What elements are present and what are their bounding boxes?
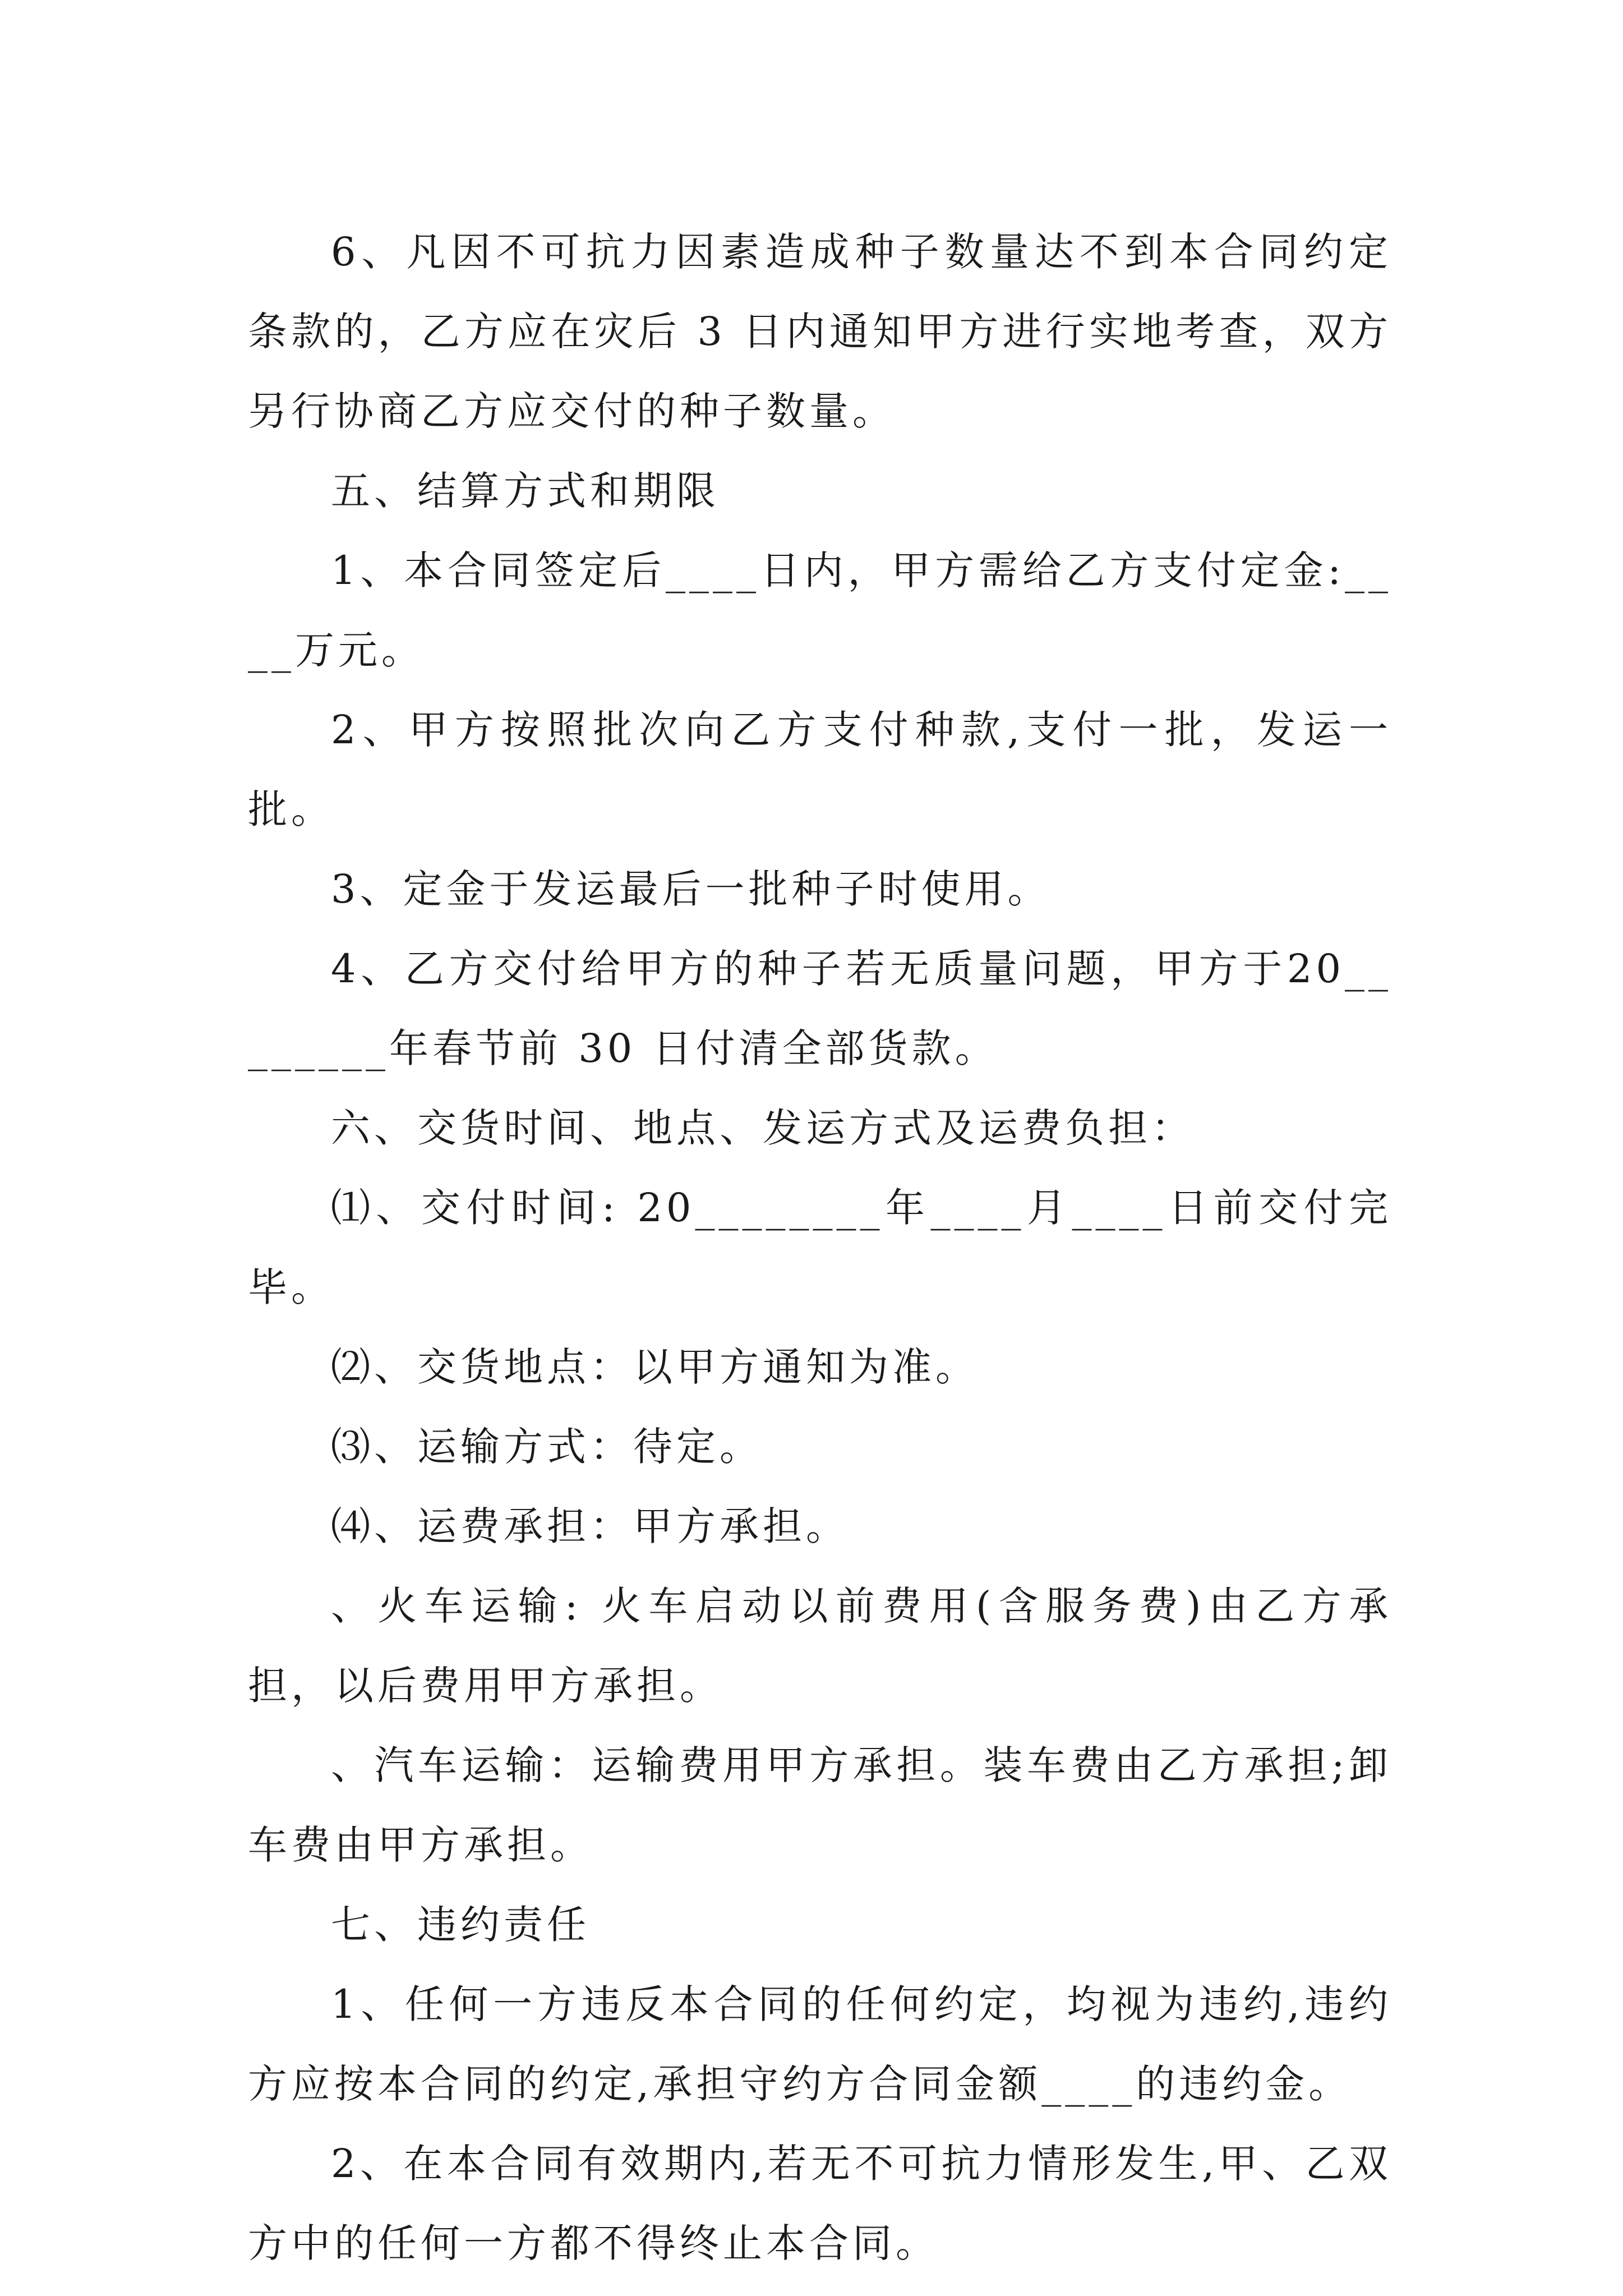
paragraph-deposit-usage: 3、定金于发运最后一批种子时使用。 [331,866,1051,912]
section-heading-liability: 七、违约责任 [331,1902,590,1948]
section-heading-settlement: 五、结算方式和期限 [331,468,720,514]
paragraph-truck-transport: 、汽车运输：运输费用甲方承担。装车费由乙方承担;卸车费由甲方承担。 [248,1742,1392,1868]
paragraph-force-majeure-clause: 6、凡因不可抗力因素造成种子数量达不到本合同约定条款的，乙方应在灾后 3 日内通知甲方进行实地考查，双方另行协商乙方应交付的种子数量。 [248,229,1392,434]
paragraph-final-payment: 4、乙方交付给甲方的种子若无质量问题，甲方于20________年春节前 30 日付清全部货款。 [248,946,1392,1071]
paragraph-deposit-clause: 1、本合同签定后____日内，甲方需给乙方支付定金:____万元。 [248,547,1392,673]
section-heading-delivery: 六、交货时间、地点、发运方式及运费负担： [331,1105,1195,1151]
paragraph-freight-cost: ⑷、运费承担：甲方承担。 [331,1503,849,1549]
paragraph-delivery-location: ⑵、交货地点：以甲方通知为准。 [331,1344,979,1390]
document-body [248,212,1392,2283]
paragraph-breach-penalty: 1、任何一方违反本合同的任何约定，均视为违约,违约方应按本合同的约定,承担守约方合同金额____的违约金。 [248,1981,1392,2107]
paragraph-delivery-time: ⑴、交付时间: 20________年____月____日前交付完毕。 [248,1185,1392,1310]
paragraph-no-termination: 2、在本合同有效期内,若无不可抗力情形发生,甲、乙双方中的任何一方都不得终止本合同。 [248,2141,1392,2266]
paragraph-batch-payment: 2、甲方按照批次向乙方支付种款,支付一批，发运一批。 [248,707,1392,832]
paragraph-transport-method: ⑶、运输方式：待定。 [331,1424,763,1470]
paragraph-rail-transport: 、火车运输: 火车启动以前费用(含服务费)由乙方承担，以后费用甲方承担。 [248,1583,1392,1709]
